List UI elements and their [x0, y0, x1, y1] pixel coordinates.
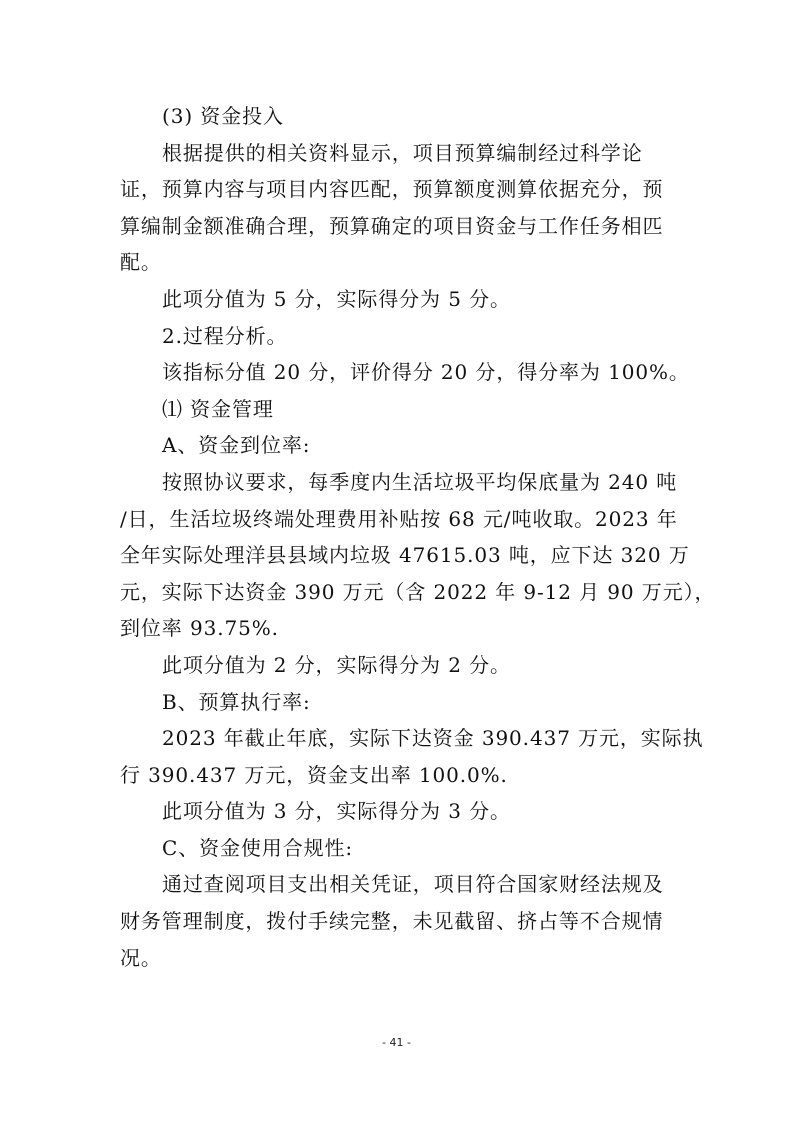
- score-summary-line: 该指标分值 20 分，评价得分 20 分，得分率为 100%。: [162, 360, 690, 385]
- paragraph-line: 通过查阅项目支出相关凭证，项目符合国家财经法规及: [162, 872, 664, 897]
- paragraph-line: 全年实际处理洋县县域内垃圾 47615.03 吨，应下达 320 万: [120, 543, 690, 568]
- paragraph-line: 到位率 93.75%.: [120, 616, 279, 641]
- paragraph-line: 配。: [120, 250, 162, 275]
- section-heading-process-analysis: 2.过程分析。: [162, 323, 288, 348]
- section-heading-funding-input: (3) 资金投入: [162, 104, 284, 128]
- paragraph-line: /日，生活垃圾终端处理费用补贴按 68 元/吨收取。2023 年: [120, 506, 678, 531]
- subheading-fund-use-compliance: C、资金使用合规性:: [162, 835, 354, 860]
- paragraph-line: 算编制金额准确合理，预算确定的项目资金与工作任务相匹: [120, 213, 664, 238]
- section-heading-fund-management: ⑴ 资金管理: [162, 396, 274, 421]
- page-number: - 41 -: [382, 1036, 411, 1049]
- score-line: 此项分值为 3 分，实际得分为 3 分。: [162, 799, 511, 824]
- paragraph-line: 况。: [120, 945, 162, 970]
- body-text: [120, 98, 716, 976]
- subheading-fund-arrival-rate: A、资金到位率:: [162, 433, 311, 458]
- paragraph-line: 证，预算内容与项目内容匹配，预算额度测算依据充分，预: [120, 177, 664, 202]
- score-line: 此项分值为 5 分，实际得分为 5 分。: [162, 286, 511, 311]
- paragraph-line: 2023 年截止年底，实际下达资金 390.437 万元，实际执: [162, 726, 704, 751]
- paragraph-line: 根据提供的相关资料显示，项目预算编制经过科学论: [162, 140, 643, 165]
- paragraph-line: 财务管理制度，拨付手续完整，未见截留、挤占等不合规情: [120, 909, 664, 934]
- paragraph-line: 行 390.437 万元，资金支出率 100.0%.: [120, 762, 508, 787]
- paragraph-line: 元，实际下达资金 390 万元（含 2022 年 9-12 月 90 万元），: [120, 579, 716, 604]
- subheading-budget-execution-rate: B、预算执行率:: [162, 689, 311, 714]
- score-line: 此项分值为 2 分，实际得分为 2 分。: [162, 652, 511, 677]
- paragraph-line: 按照协议要求，每季度内生活垃圾平均保底量为 240 吨: [162, 469, 678, 494]
